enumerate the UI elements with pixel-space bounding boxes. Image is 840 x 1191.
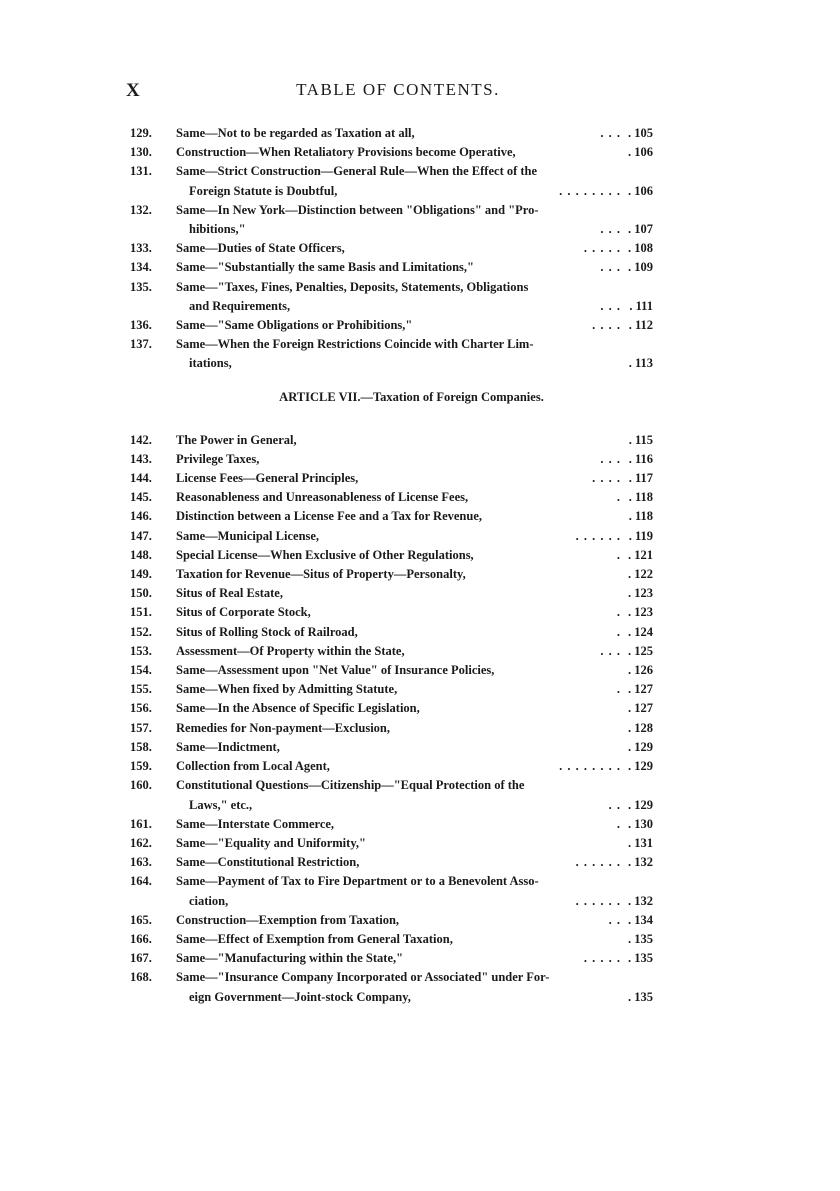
entry-number: 167. [130,951,152,966]
entry-line [176,930,653,949]
entry-page: . 106 [628,145,653,160]
entry-page: . 129 [628,739,653,754]
toc-entry [130,162,653,200]
entry-line [176,258,653,277]
entry-title: Same—In New York—Distinction between "Obligations" and "Pro- [176,202,539,217]
toc-entry [130,738,653,757]
entry-title: Same—Interstate Commerce, [176,816,335,831]
entry-number: 150. [130,586,152,601]
page-header [126,80,670,106]
entry-line [176,565,653,584]
entry-page: . 127 [628,701,653,716]
entry-title: Same—Not to be regarded as Taxation at all, [176,126,415,140]
toc-entry [130,335,653,373]
entry-line [176,853,653,872]
entry-title: The Power in General, [176,432,297,447]
leader-dots: . [616,816,621,831]
entry-number: 153. [130,643,152,658]
toc-entry [130,431,653,450]
entry-page: . 130 [628,816,653,831]
toc-list-before [130,124,653,374]
entry-number: 137. [130,337,152,352]
entry-number: 146. [130,509,152,524]
entry-number: 168. [130,970,152,985]
entry-line [176,661,653,680]
entry-title: Same—When fixed by Admitting Statute, [176,682,398,697]
entry-title: Same—Assessment upon "Net Value" of Insurance Policies, [176,663,495,678]
entry-page: . 125 [628,643,653,658]
entry-title: Privilege Taxes, [176,451,260,466]
toc-entry [130,853,653,872]
leader-dots: . . . . . . . . [559,183,621,198]
entry-page: . 135 [628,989,653,1004]
toc-entry [130,949,653,968]
toc-entry [130,968,653,1006]
entry-title: Remedies for Non-payment—Exclusion, [176,720,391,735]
entry-line [176,834,653,853]
entry-number: 161. [130,816,152,831]
entry-number: 136. [130,318,152,333]
entry-line [176,968,653,987]
entry-number: 149. [130,567,152,582]
leader-dots: . . . . . . [575,893,621,908]
entry-page: . 115 [628,432,653,447]
entry-number: 158. [130,739,152,754]
entry-line [176,911,653,930]
toc-entry [130,450,653,469]
entry-title: Situs of Real Estate, [176,586,283,601]
entry-page: . 124 [628,624,653,639]
entry-line [176,239,653,258]
toc-entry [130,546,653,565]
entry-number: 165. [130,912,152,927]
toc-entry [130,527,653,546]
entry-number: 142. [130,432,152,447]
entry-title: Same—Effect of Exemption from General Taxation, [176,931,453,946]
entry-number: 164. [130,874,152,889]
entry-title: Constitutional Questions—Citizenship—"Equal Protection of the [176,778,525,793]
table-of-contents [130,124,653,1007]
entry-line [176,316,653,335]
entry-title: Assessment—Of Property within the State, [176,643,405,658]
entry-number: 132. [130,202,152,217]
leader-dots: . . . . . . . . [559,759,621,774]
leader-dots: . [616,624,621,639]
entry-line [176,623,653,642]
entry-number: 160. [130,778,152,793]
entry-number: 163. [130,855,152,870]
entry-page: . 107 [628,222,653,237]
entry-page: . 123 [628,586,653,601]
leader-dots: . . . . . . [575,528,621,543]
entry-line [176,469,653,488]
toc-entry [130,258,653,277]
entry-line [176,201,653,220]
entry-line [176,584,653,603]
entry-title: License Fees—General Principles, [176,471,359,486]
entry-number: 162. [130,835,152,850]
toc-list-after [130,431,653,1007]
leader-dots: . [616,682,621,697]
entry-page: . 132 [628,855,653,870]
entry-line [176,278,653,297]
entry-line [176,949,653,968]
entry-page: . 122 [628,567,653,582]
entry-title: Special License—When Exclusive of Other Regulations, [176,547,474,562]
entry-page: . 111 [629,298,653,313]
toc-entry [130,584,653,603]
article-heading: ARTICLE VII.—Taxation of Foreign Companies. [279,389,544,404]
entry-title: Reasonableness and Unreasonableness of License Fees, [176,490,469,505]
entry-line [176,431,653,450]
toc-entry [130,239,653,258]
leader-dots: . [616,605,621,620]
leader-dots: . . . [600,260,621,275]
entry-line [176,719,653,738]
entry-page: . 105 [628,126,653,140]
entry-number: 144. [130,471,152,486]
leader-dots: . . . . . [583,951,621,966]
toc-entry [130,815,653,834]
toc-entry [130,623,653,642]
entry-page: . 116 [628,451,653,466]
entry-title: Same—Municipal License, [176,528,320,543]
entry-title: Same—Duties of State Officers, [176,241,345,256]
toc-entry [130,565,653,584]
entry-title: Same—"Substantially the same Basis and Limitations," [176,260,474,275]
toc-entry [130,507,653,526]
entry-number: 151. [130,605,152,620]
entry-page: . 129 [628,759,653,774]
entry-page: . 121 [628,547,653,562]
entry-line [176,546,653,565]
entry-title: ciation, [189,893,229,908]
entry-page: . 126 [628,663,653,678]
entry-page: . 127 [628,682,653,697]
entry-number: 152. [130,624,152,639]
entry-page: . 118 [628,509,653,524]
leader-dots: . . . [600,451,621,466]
entry-line [176,815,653,834]
entry-page: . 112 [628,318,653,333]
leader-dots: . . . [600,643,621,658]
toc-entry [130,757,653,776]
entry-title: and Requirements, [189,298,291,313]
entry-line [176,354,653,373]
toc-entry [130,776,653,814]
entry-title: Same—"Same Obligations or Prohibitions," [176,318,413,333]
leader-dots: . [616,547,621,562]
entry-page: . 113 [628,356,653,371]
entry-line [176,738,653,757]
entry-number: 145. [130,490,152,505]
toc-entry [130,143,653,162]
entry-page: . 129 [628,797,653,812]
entry-title: Same—Indictment, [176,739,280,754]
entry-page: . 108 [628,241,653,256]
entry-title: Same—"Insurance Company Incorporated or Associated" under For- [176,970,550,985]
entry-page: . 118 [628,490,653,505]
running-title: TABLE OF CONTENTS. [296,80,500,99]
toc-entry [130,930,653,949]
entry-title: Construction—When Retaliatory Provisions become Operative, [176,145,516,160]
entry-number: 148. [130,547,152,562]
entry-line [176,699,653,718]
entry-number: 154. [130,663,152,678]
toc-entry [130,872,653,910]
entry-line [176,162,653,181]
entry-line [176,776,653,795]
entry-number: 135. [130,279,152,294]
entry-line [176,680,653,699]
toc-entry [130,699,653,718]
toc-entry [130,834,653,853]
toc-entry [130,469,653,488]
entry-line [176,488,653,507]
entry-page: . 135 [628,931,653,946]
entry-page: . 106 [628,183,653,198]
entry-line [176,182,653,201]
entry-title: Same—"Equality and Uniformity," [176,835,366,850]
entry-number: 134. [130,260,152,275]
entry-title: Taxation for Revenue—Situs of Property—Personalty, [176,567,466,582]
entry-line [176,988,653,1007]
leader-dots: . . [608,797,621,812]
entry-line [176,642,653,661]
entry-number: 129. [130,126,152,140]
toc-entry [130,642,653,661]
toc-entry [130,278,653,316]
entry-line [176,297,653,316]
entry-number: 156. [130,701,152,716]
entry-number: 131. [130,164,152,179]
entry-number: 147. [130,528,152,543]
entry-page: . 117 [628,471,653,486]
entry-title: Same—Payment of Tax to Fire Department or to a Benevolent Asso- [176,874,539,889]
toc-entry [130,911,653,930]
entry-title: itations, [189,356,232,371]
toc-entry [130,316,653,335]
entry-line [176,527,653,546]
leader-dots: . . . . [592,471,621,486]
entry-page: . 109 [628,260,653,275]
entry-page: . 119 [628,528,653,543]
entry-title: Collection from Local Agent, [176,759,330,774]
entry-line [176,757,653,776]
leader-dots: . . . . . . [575,855,621,870]
toc-entry [130,488,653,507]
entry-page: . 135 [628,951,653,966]
leader-dots: . . . [600,222,621,237]
entry-page: . 131 [628,835,653,850]
entry-line [176,507,653,526]
entry-line [176,603,653,622]
entry-title: Same—Constitutional Restriction, [176,855,360,870]
entry-number: 166. [130,931,152,946]
entry-page: . 134 [628,912,653,927]
toc-entry [130,124,653,143]
entry-number: 143. [130,451,152,466]
toc-entry [130,661,653,680]
entry-page: . 128 [628,720,653,735]
entry-title: Same—"Manufacturing within the State," [176,951,404,966]
entry-title: Situs of Corporate Stock, [176,605,311,620]
entry-line [176,335,653,354]
entry-title: Construction—Exemption from Taxation, [176,912,400,927]
entry-title: Foreign Statute is Doubtful, [189,183,338,198]
entry-title: eign Government—Joint-stock Company, [189,989,411,1004]
entry-line [176,220,653,239]
entry-title: Distinction between a License Fee and a Tax for Revenue, [176,509,483,524]
leader-dots: . . . [600,298,621,313]
leader-dots: . . [608,912,621,927]
entry-number: 157. [130,720,152,735]
entry-line [176,872,653,891]
page-numeral: X [126,80,140,101]
leader-dots: . . . . [592,318,621,333]
entry-title: Situs of Rolling Stock of Railroad, [176,624,358,639]
entry-line [176,124,653,143]
leader-dots: . . . [600,126,621,140]
entry-page: . 123 [628,605,653,620]
entry-title: Same—Strict Construction—General Rule—When the Effect of the [176,164,538,179]
toc-entry [130,201,653,239]
entry-line [176,143,653,162]
entry-number: 133. [130,241,152,256]
entry-number: 159. [130,759,152,774]
entry-page: . 132 [628,893,653,908]
entry-line [176,892,653,911]
leader-dots: . [616,490,621,505]
entry-title: Laws," etc., [189,797,253,812]
entry-title: hibitions," [189,222,246,237]
entry-title: Same—"Taxes, Fines, Penalties, Deposits, Statements, Obligations [176,279,529,294]
entry-number: 130. [130,145,152,160]
leader-dots: . . . . . [583,241,621,256]
entry-line [176,796,653,815]
entry-title: Same—In the Absence of Specific Legislation, [176,701,420,716]
toc-entry [130,603,653,622]
entry-title: Same—When the Foreign Restrictions Coincide with Charter Lim- [176,337,534,352]
entry-line [176,450,653,469]
toc-entry [130,719,653,738]
entry-number: 155. [130,682,152,697]
toc-entry [130,680,653,699]
